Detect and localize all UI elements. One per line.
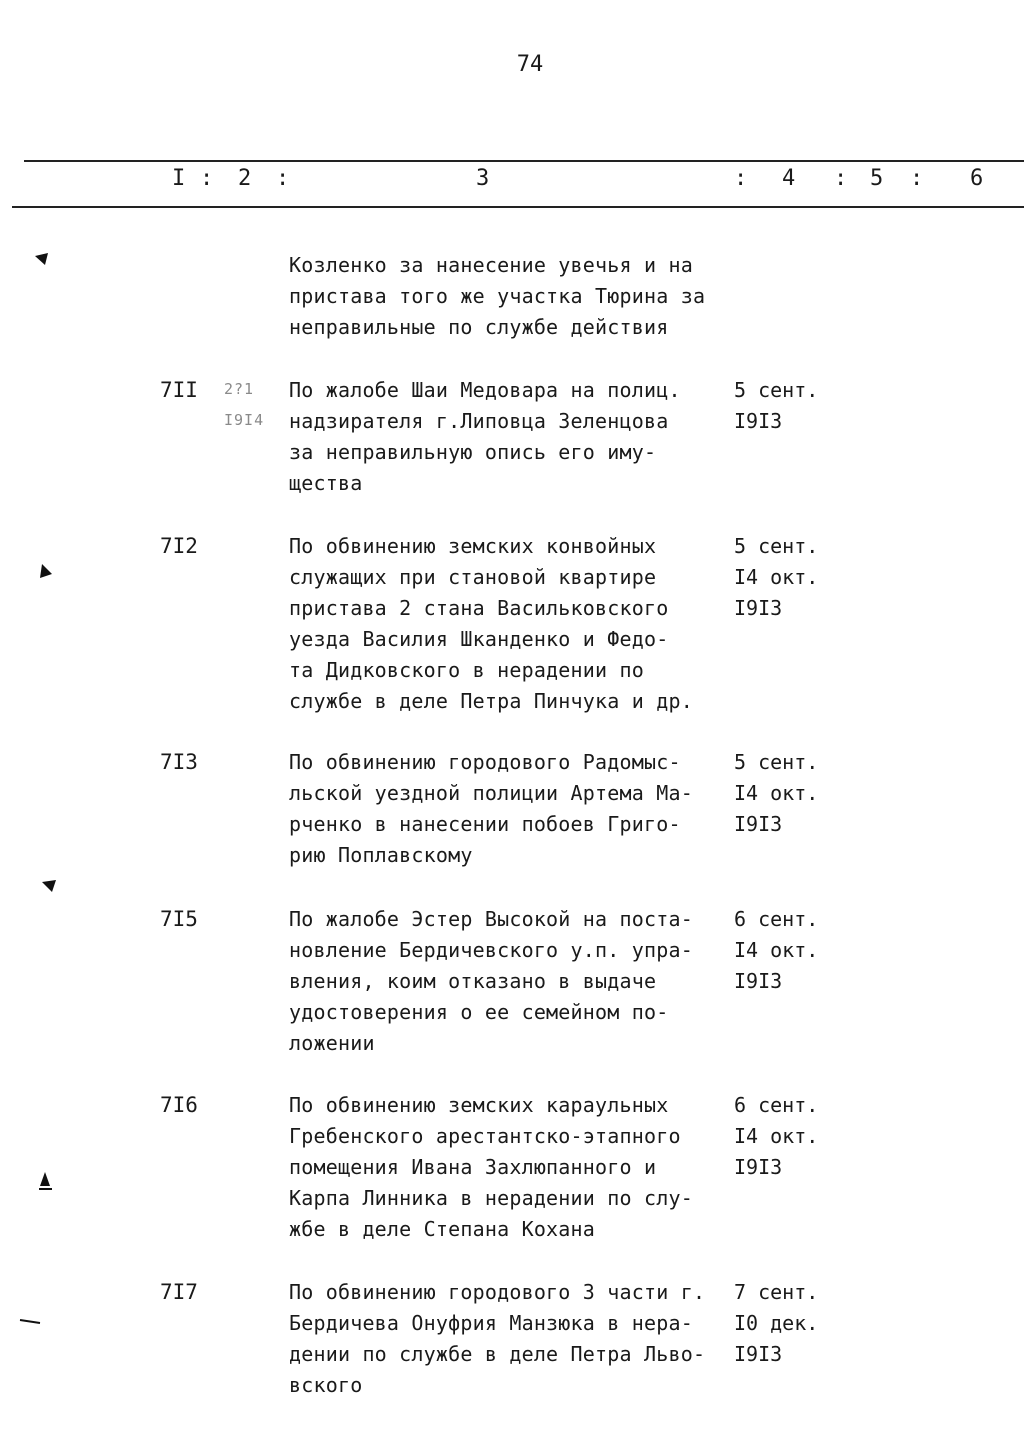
column-header-separator: : [734,166,748,191]
date-line: 5 сент. [734,378,819,402]
column-header-4: 4 [782,166,796,191]
date-line: 6 сент. [734,907,819,931]
date-line: I9I3 [734,409,783,433]
entry-dates [734,531,818,624]
title-line: Карпа Линника в нерадении по слу- [289,1186,693,1210]
entry-number: 7I7 [160,1280,198,1304]
binding-hole-mark [36,562,56,582]
title-line: пристава 2 стана Васильковского [289,596,669,620]
title-line: рченко в нанесении побоев Григо- [289,812,681,836]
date-line: I4 окт. [734,938,819,962]
entry-number: 7I3 [160,750,198,774]
title-line: та Дидковского в нерадении по [289,658,644,682]
title-line: По обвинению городового 3 части г. [289,1280,706,1304]
binding-hole-mark [32,250,52,270]
column-header-1: I [172,166,186,191]
column-header-row [0,166,1024,194]
title-line: жбе в деле Степана Кохана [289,1217,596,1241]
date-line: I0 дек. [734,1311,819,1335]
entry-number: 7I6 [160,1093,198,1117]
date-line: 5 сент. [734,534,819,558]
title-line: вления, коим отказано в выдаче [289,969,657,993]
date-line: 7 сент. [734,1280,819,1304]
title-line: за неправильную опись его иму- [289,440,657,464]
binding-hole-mark [40,876,60,896]
title-line: льской уездной полиции Артема Ма- [289,781,693,805]
entry-title [289,747,729,871]
continuation-title [289,250,729,343]
column-header-separator: : [834,166,848,191]
entry-dates [734,747,818,840]
title-line: По обвинению земских караульных [289,1093,669,1117]
column-header-separator: : [200,166,214,191]
entry-dates [734,375,818,437]
entry-number: 7I5 [160,907,198,931]
title-line: По жалобе Шаи Медовара на полиц. [289,378,681,402]
date-line: I9I3 [734,596,783,620]
title-line: вского [289,1373,363,1397]
title-line: Бердичева Онуфрия Манзюка в нера- [289,1311,693,1335]
date-line: I4 окт. [734,1124,819,1148]
title-line: рию Поплавскому [289,843,473,867]
column-header-separator: : [276,166,290,191]
entry-title [289,1090,729,1245]
date-line: I9I3 [734,1155,783,1179]
title-line: Козленко за нанесение увечья и на [289,253,693,277]
entry-old-reference [224,381,264,429]
date-line: 5 сент. [734,750,819,774]
title-line: По жалобе Эстер Высокой на поста- [289,907,693,931]
column-header-6: 6 [970,166,984,191]
title-line: новление Бердичевского у.п. упра- [289,938,693,962]
entry-title [289,904,729,1059]
binding-hole-mark [36,1170,56,1192]
page-number: 74 [516,52,544,77]
title-line: службе в деле Петра Пинчука и др. [289,689,693,713]
entry-number: 7I2 [160,534,198,558]
title-line: пристава того же участка Тюрина за [289,284,706,308]
title-line: По обвинению городового Радомыс- [289,750,681,774]
margin-scratch-mark [18,1318,44,1326]
header-top-rule [24,160,1024,162]
entry-dates [734,1090,818,1183]
entry-title [289,375,729,499]
title-line: надзирателя г.Липовца Зеленцова [289,409,669,433]
title-line: неправильные по службе действия [289,315,669,339]
title-line: щества [289,471,363,495]
column-header-3: 3 [476,166,490,191]
title-line: По обвинению земских конвойных [289,534,657,558]
date-line: I9I3 [734,969,783,993]
date-line: 6 сент. [734,1093,819,1117]
entry-number: 7II [160,378,198,402]
entry-title [289,531,729,717]
date-line: I9I3 [734,812,783,836]
title-line: уезда Василия Шканденко и Федо- [289,627,669,651]
date-line: I4 окт. [734,781,819,805]
old-reference-line: I9I4 [224,411,265,429]
column-header-5: 5 [870,166,884,191]
old-reference-line: 2?1 [224,380,255,398]
date-line: I4 окт. [734,565,819,589]
title-line: Гребенского арестантско-этапного [289,1124,681,1148]
header-bottom-rule [12,206,1024,208]
entry-title [289,1277,729,1401]
title-line: помещения Ивана Захлюпанного и [289,1155,657,1179]
date-line: I9I3 [734,1342,783,1366]
entry-dates [734,1277,818,1370]
entry-dates [734,904,818,997]
title-line: служащих при становой квартире [289,565,657,589]
title-line: удостоверения о ее семейном по- [289,1000,669,1024]
title-line: дении по службе в деле Петра Льво- [289,1342,706,1366]
column-header-separator: : [910,166,924,191]
title-line: ложении [289,1031,375,1055]
column-header-2: 2 [238,166,252,191]
